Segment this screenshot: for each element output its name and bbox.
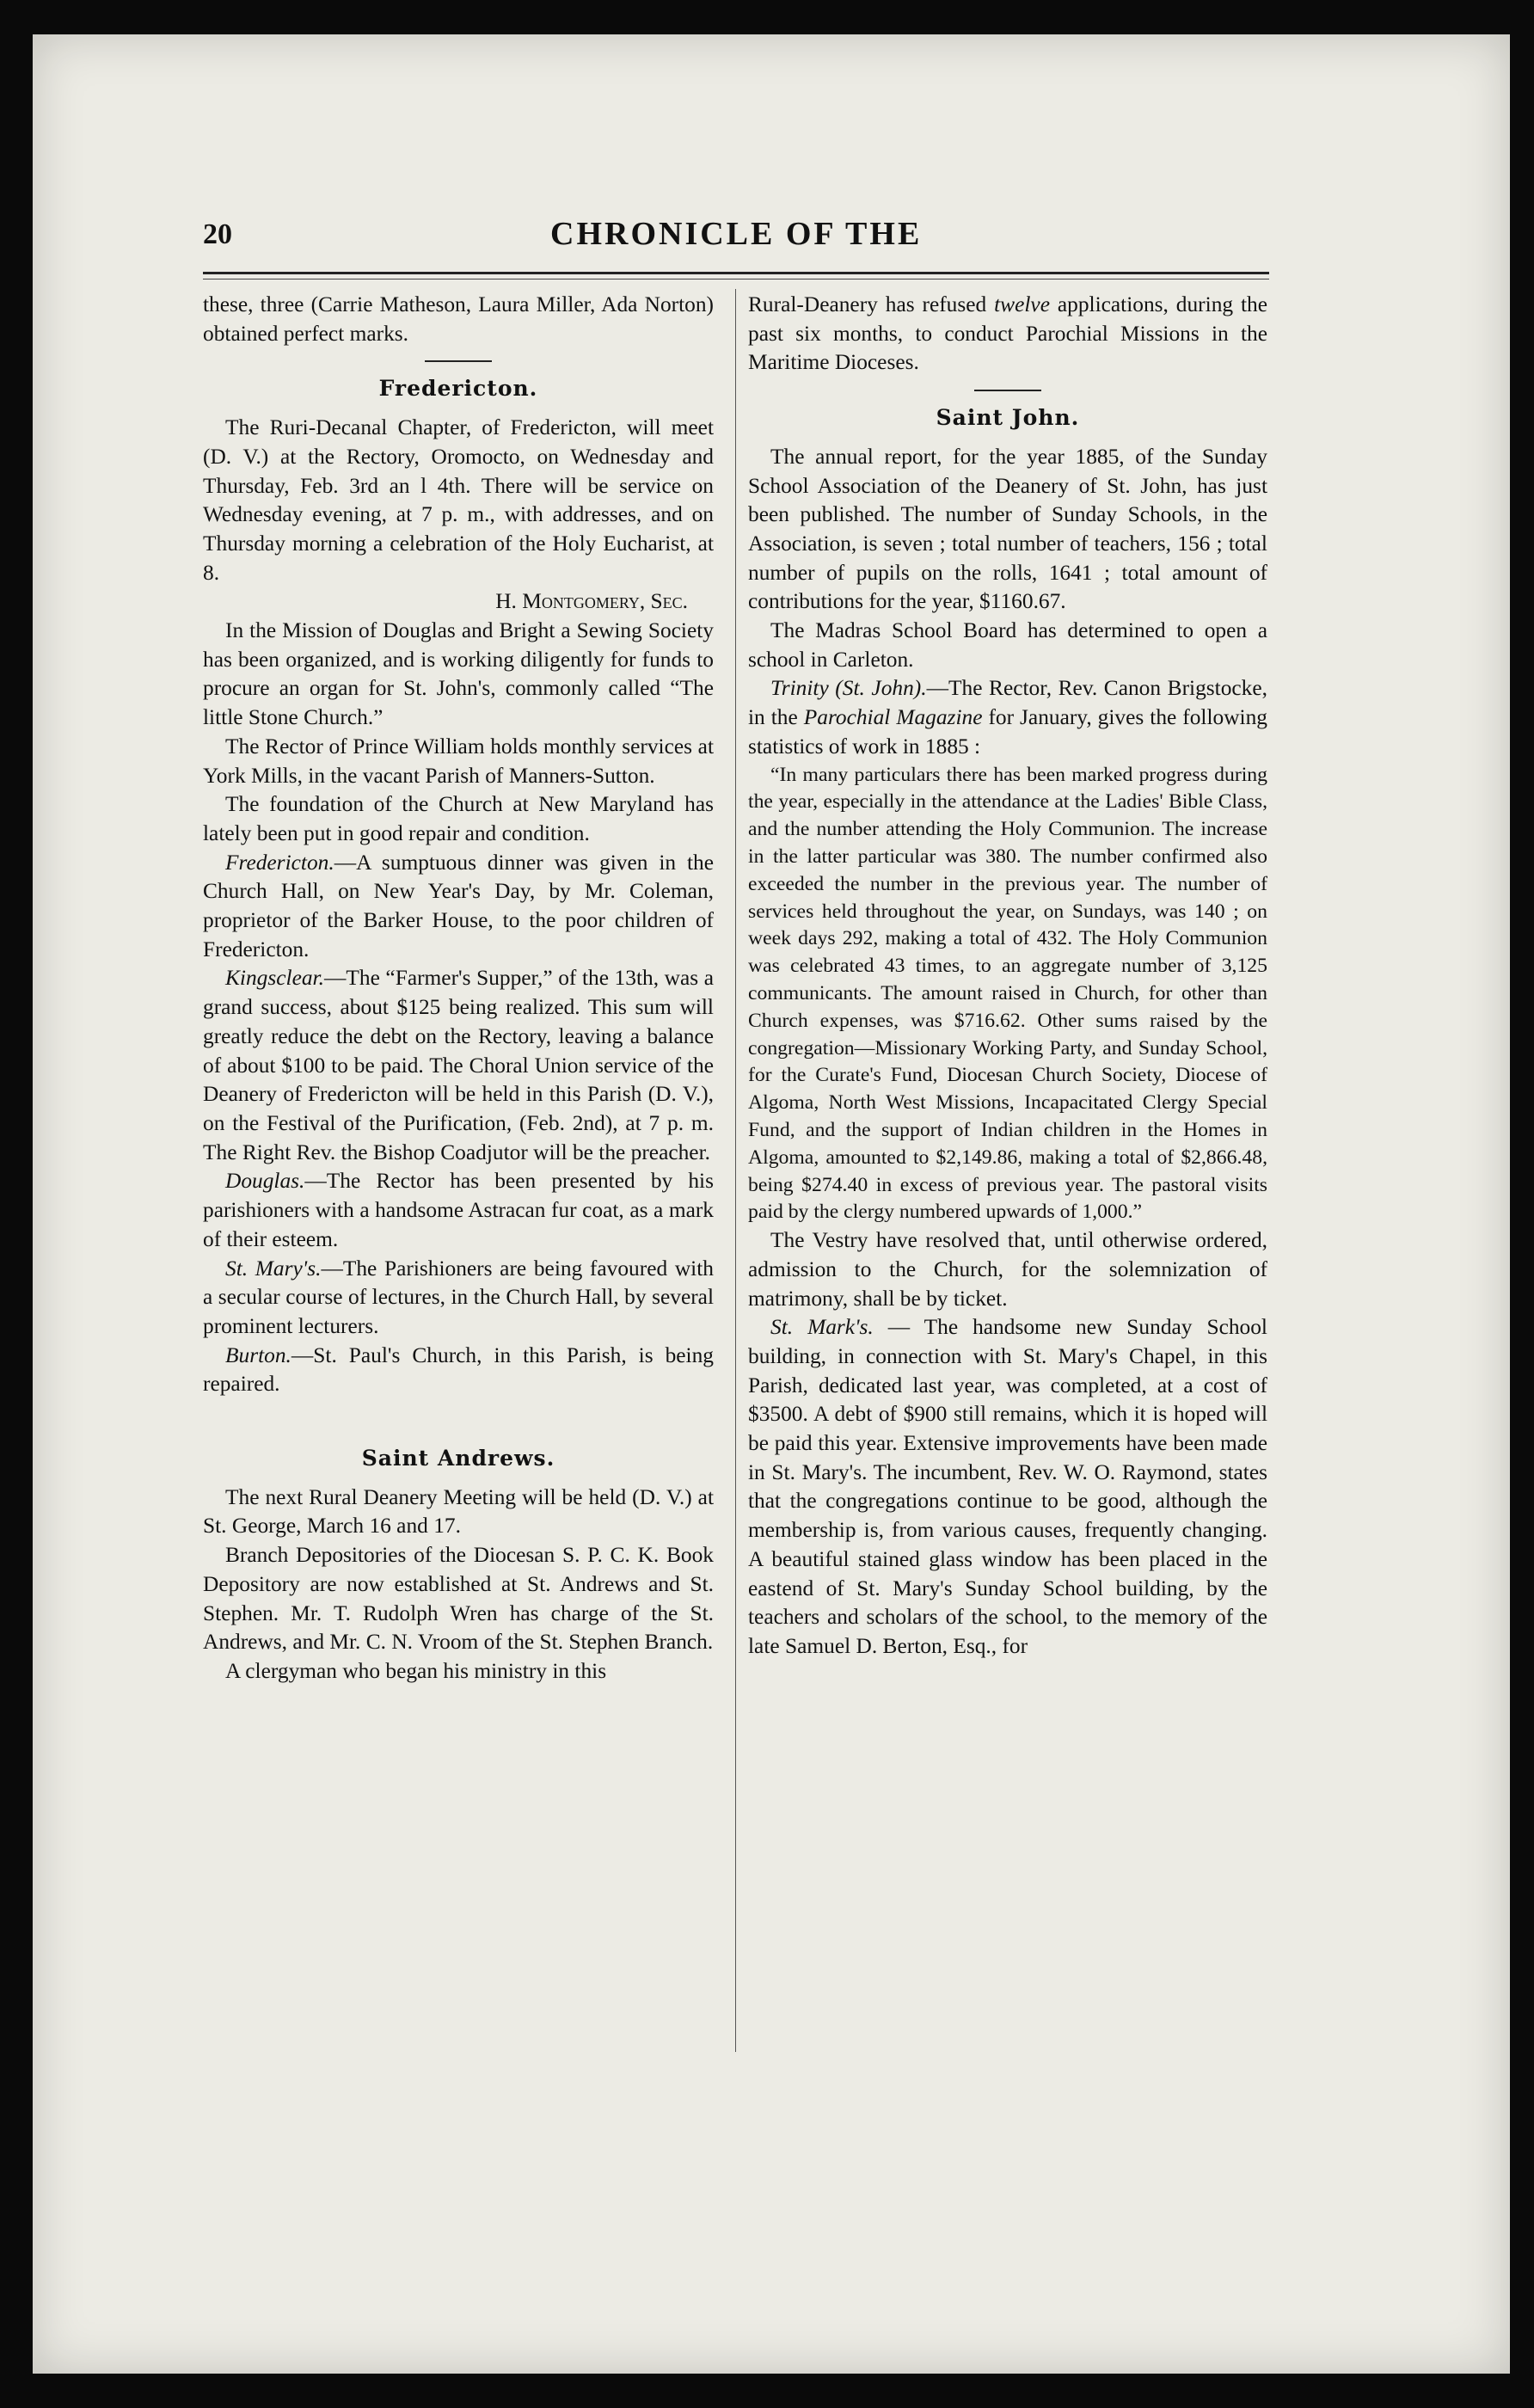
paragraph-text: —St. Paul's Church, in this Parish, is being repaired. (203, 1342, 714, 1397)
section-heading-fredericton: Fredericton. (378, 376, 538, 402)
paragraph (203, 849, 714, 965)
header-rule (203, 272, 1269, 274)
paragraph (203, 1167, 714, 1254)
paragraph: The annual report, for the year 1885, of the Sunday School Association of the Deanery of St. John, has just been published. The number of Sunday Schools, in the Association, is seven ; total number of teachers, 156 ; total number of pupils on the rolls, 1641 ; total amount of contributions for the year, $1160.67. (748, 444, 1267, 614)
running-head: CHRONICLE OF THE (550, 216, 923, 252)
paragraph: Branch Depositories of the Diocesan S. P. C. K. Book Depository are now established at St. Andrews and St. Stephen. Mr. T. Rudolph Wren has charge of the St. Andrews, and Mr. C. N. Vroom of the St. Stephen Branch. (203, 1543, 714, 1655)
section-rule (425, 360, 492, 362)
paragraph (748, 291, 1267, 378)
paragraph: The Madras School Board has determined to open a school in Carleton. (748, 618, 1267, 672)
paragraph-text: for January, gives the following statistics of work in 1885 : (748, 705, 1267, 759)
paragraph-text: —The “Farmer's Supper,” of the 13th, was a grand success, about $125 being realized. This sum will greatly reduce the debt on the Rectory, leaving a balance of about $100 to be paid. The Choral Union service of the Deanery of Fredericton will be held in this Parish (D. V.), on the Festival of the Purification, (Feb. 2nd), at 7 p. m. The Right Rev. the Bishop Coadjutor will be the preacher. (203, 966, 714, 1164)
header-rule-thin (203, 279, 1269, 280)
paragraph (748, 1313, 1267, 1661)
paragraph-lead: Trinity (St. John). (770, 676, 927, 701)
paragraph-lead: Kingsclear. (225, 966, 324, 991)
paragraph (748, 674, 1267, 761)
paragraph-text: —The Parishioners are being favoured with a secular course of lectures, in the Church Hall, by several prominent lecturers. (203, 1256, 714, 1338)
paragraph: The next Rural Deanery Meeting will be held (D. V.) at St. George, March 16 and 17. (203, 1484, 714, 1539)
page-number: 20 (203, 218, 232, 250)
paragraph: In the Mission of Douglas and Bright a Sewing Society has been organized, and is working diligently for funds to procure an organ for St. John's, commonly called “The little Stone Church.” (203, 618, 714, 730)
paragraph: A clergyman who began his ministry in this (225, 1658, 607, 1683)
paragraph-text: Rural-Deanery has refused (748, 292, 995, 316)
column-divider (735, 289, 736, 2052)
paragraph-text: applications, during the past six months, to conduct Parochial Missions in the Maritime Dioceses. (748, 292, 1267, 375)
paragraph: these, three (Carrie Matheson, Laura Miller, Ada Norton) obtained perfect marks. (203, 292, 714, 346)
left-column (203, 291, 714, 1686)
paragraph-text: —The Rector, Rev. Canon Brigstocke, in the (748, 676, 1267, 730)
paragraph-text: — The handsome new Sunday School building, in connection with St. Mary's Chapel, in this Parish, dedicated last year, was completed, at a cost of $3500. A debt of $900 still remains, which it is hoped will be paid this year. Extensive improvements have been made in St. Mary's. The incumbent, Rev. W. O. Raymond, states that the congregations continue to be good, although the membership is, from various causes, frequently changing. A beautiful stained glass window has been placed in the eastend of St. Mary's Sunday School building, by the teachers and scholars of the school, to the memory of the late Samuel D. Berton, Esq., for (748, 1315, 1267, 1658)
paragraph-lead: Douglas. (225, 1169, 305, 1194)
section-heading-saint-andrews: Saint Andrews. (361, 1446, 555, 1471)
paragraph-lead: St. Mary's. (225, 1256, 322, 1281)
signature: H. Montgomery, Sec. (495, 589, 688, 614)
paragraph: The Rector of Prince William holds monthly services at York Mills, in the vacant Parish of Manners-Sutton. (203, 734, 714, 788)
paragraph-lead: Fredericton. (225, 850, 334, 875)
paragraph-lead: St. Mark's. (770, 1315, 874, 1340)
paragraph-lead: Burton. (225, 1342, 291, 1367)
right-column (748, 291, 1267, 1662)
paragraph (203, 1255, 714, 1342)
paragraph: The foundation of the Church at New Maryland has lately been put in good repair and condition. (203, 792, 714, 845)
block-quote: “In many particulars there has been marked progress during the year, especially in the attendance at the Ladies' Bible Class, and the number attending the Holy Communion. The increase in the latter particular was 380. The number confirmed also exceeded the number in the previous year. The number of services held throughout the year, on Sundays, was 140 ; on week days 292, making a total of 432. The Holy Communion was celebrated 43 times, to an aggregate number of 3,125 communicants. The amount raised in Church, for other than Church expenses, was $716.62. Other sums raised by the congregation—Missionary Working Party, and Sunday School, for the Curate's Fund, Diocesan Church Society, Diocese of Algoma, North West Missions, Incapacitated Clergy Special Fund, and the support of Indian children in the Homes in Algoma, amounted to $2,149.86, making a total of $2,866.48, being $274.40 in excess of previous year. The pastoral visits paid by the clergy numbered upwards of 1,000.” (748, 763, 1267, 1224)
paragraph (203, 1342, 714, 1399)
paragraph: The Ruri-Decanal Chapter, of Fredericton, will meet (D. V.) at the Rectory, Oromocto, on Wednesday and Thursday, Feb. 3rd an l 4th. There will be service on Wednesday evening, at 7 p. m., with addresses, and on Thursday morning a celebration of the Holy Eucharist, at 8. (203, 415, 714, 585)
emphasis: twelve (994, 292, 1050, 316)
paragraph: The Vestry have resolved that, until otherwise ordered, admission to the Church, for the solemnization of matrimony, shall be by ticket. (748, 1228, 1267, 1311)
paragraph-text: —The Rector has been presented by his parishioners with a handsome Astracan fur coat, as a mark of their esteem. (203, 1169, 714, 1251)
emphasis: Parochial Magazine (803, 705, 983, 730)
paragraph (203, 964, 714, 1167)
paragraph-text: —A sumptuous dinner was given in the Church Hall, on New Year's Day, by Mr. Coleman, proprietor of the Barker House, to the poor children of Fredericton. (203, 850, 714, 961)
section-rule (974, 390, 1041, 391)
section-heading-saint-john: Saint John. (936, 405, 1080, 431)
